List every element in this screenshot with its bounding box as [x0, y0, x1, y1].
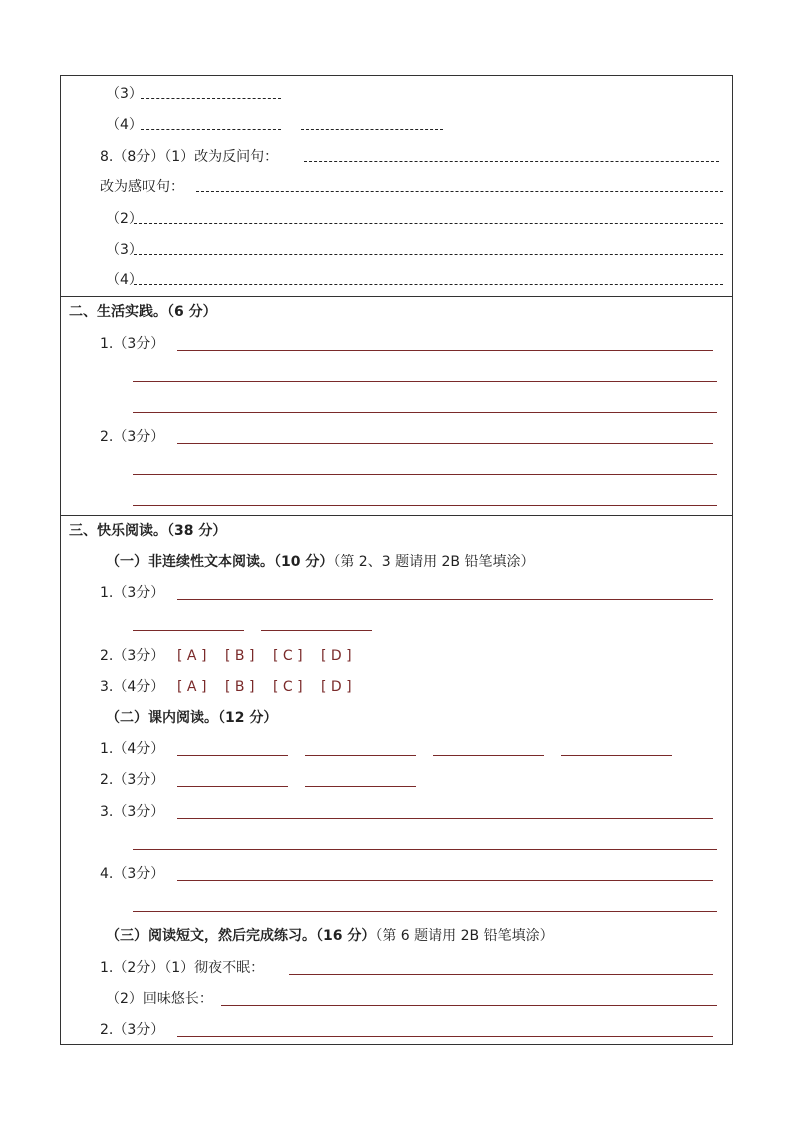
answer-line[interactable] [221, 1005, 717, 1006]
answer-blank[interactable] [134, 254, 723, 255]
answer-line[interactable] [177, 755, 288, 756]
answer-line[interactable] [133, 412, 717, 413]
answer-line[interactable] [133, 474, 717, 475]
answer-blank[interactable] [134, 223, 723, 224]
option-b-bubble[interactable]: [ B ] [225, 648, 255, 664]
q7-3-label: （3） [106, 86, 143, 102]
p3-q1-label: 1.（2分）（1）彻夜不眠： [100, 960, 265, 976]
answer-line[interactable] [133, 849, 717, 850]
option-b-bubble[interactable]: [ B ] [225, 679, 255, 695]
answer-line[interactable] [133, 381, 717, 382]
p1-q1-label: 1.（3分） [100, 585, 165, 601]
answer-line[interactable] [177, 350, 713, 351]
answer-line[interactable] [305, 755, 416, 756]
option-d-bubble[interactable]: [ D ] [321, 648, 352, 664]
answer-line[interactable] [133, 505, 717, 506]
answer-blank[interactable] [134, 284, 723, 285]
sec2-q2-label: 2.（3分） [100, 429, 165, 445]
option-c-bubble[interactable]: [ C ] [273, 648, 303, 664]
answer-blank[interactable] [141, 98, 281, 99]
part-1-title: （一）非连续性文本阅读。（10 分）（第 2、3 题请用 2B 铅笔填涂） [106, 554, 535, 570]
p3-q1b-label: （2）回味悠长： [106, 991, 213, 1007]
p1-q3-label: 3.（4分） [100, 679, 165, 695]
option-a-bubble[interactable]: [ A ] [177, 648, 207, 664]
q8-label: 8.（8分）（1）改为反问句： [100, 149, 279, 165]
p3-q2-label: 2.（3分） [100, 1022, 165, 1038]
option-d-bubble[interactable]: [ D ] [321, 679, 352, 695]
answer-blank[interactable] [196, 191, 723, 192]
answer-line[interactable] [177, 1036, 713, 1037]
section-divider [61, 296, 732, 297]
answer-sheet-frame [60, 75, 733, 1045]
answer-blank[interactable] [301, 129, 443, 130]
q8-2-label: （2） [106, 211, 143, 227]
p2-q3-label: 3.（3分） [100, 804, 165, 820]
answer-line[interactable] [177, 880, 713, 881]
answer-line[interactable] [433, 755, 544, 756]
option-a-bubble[interactable]: [ A ] [177, 679, 207, 695]
answer-line[interactable] [261, 630, 372, 631]
q8-exclaim-label: 改为感叹句： [100, 179, 184, 195]
answer-line[interactable] [177, 786, 288, 787]
section-2-title: 二、生活实践。（6 分） [69, 304, 217, 320]
answer-line[interactable] [305, 786, 416, 787]
answer-line[interactable] [177, 443, 713, 444]
sec2-q1-label: 1.（3分） [100, 336, 165, 352]
section-3-title: 三、快乐阅读。（38 分） [69, 523, 227, 539]
answer-line[interactable] [561, 755, 672, 756]
q8-4-label: （4） [106, 272, 143, 288]
answer-line[interactable] [177, 818, 713, 819]
answer-line[interactable] [177, 599, 713, 600]
answer-line[interactable] [133, 911, 717, 912]
p2-q4-label: 4.（3分） [100, 866, 165, 882]
p2-q1-label: 1.（4分） [100, 741, 165, 757]
p2-q2-label: 2.（3分） [100, 772, 165, 788]
answer-blank[interactable] [141, 129, 281, 130]
q8-3-label: （3） [106, 242, 143, 258]
section-divider [61, 515, 732, 516]
answer-line[interactable] [133, 630, 244, 631]
option-c-bubble[interactable]: [ C ] [273, 679, 303, 695]
p1-q2-label: 2.（3分） [100, 648, 165, 664]
answer-blank[interactable] [304, 161, 719, 162]
part-2-title: （二）课内阅读。（12 分） [106, 710, 278, 726]
answer-line[interactable] [289, 974, 713, 975]
q7-4-label: （4） [106, 117, 143, 133]
part-3-title: （三）阅读短文，然后完成练习。（16 分）（第 6 题请用 2B 铅笔填涂） [106, 928, 554, 944]
